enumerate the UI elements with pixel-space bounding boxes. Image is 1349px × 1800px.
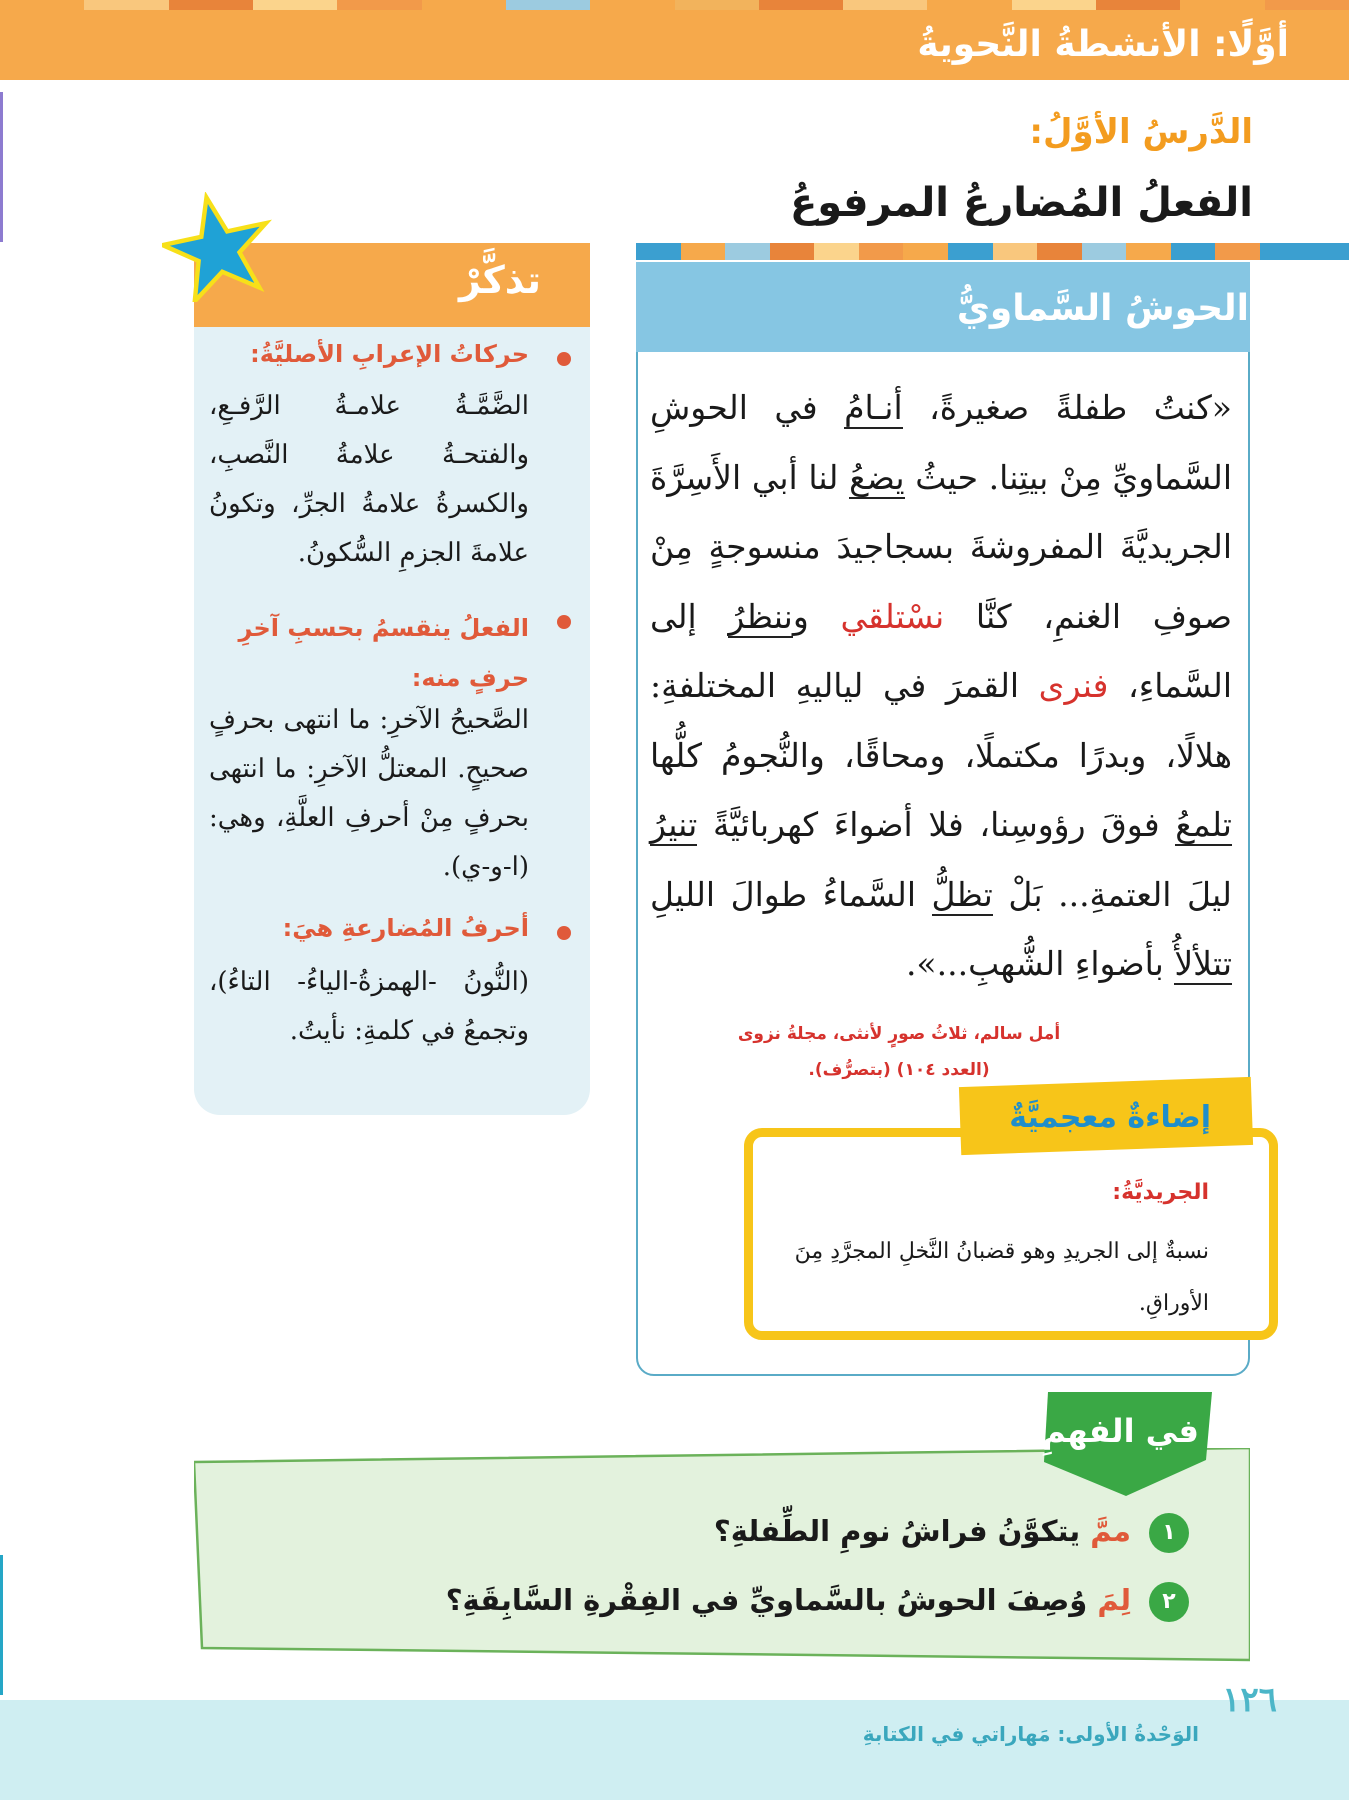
lesson-number: الدَّرسُ الأوَّلُ: bbox=[1029, 112, 1253, 152]
highlighted-verb: نسْتلقي bbox=[840, 596, 945, 636]
highlighted-verb: فنرى bbox=[1038, 666, 1109, 705]
lexicon-title: إضاءةٌ معجميَّةٌ bbox=[1009, 1100, 1211, 1135]
remember-heading: الفعلُ ينقسمُ بحسبِ آخرِ حرفٍ منه: bbox=[238, 614, 529, 692]
underlined-verb: ننظرُ bbox=[728, 596, 793, 636]
header-stripes bbox=[0, 0, 1349, 10]
header-title: أوَّلًا: الأنشطةُ النَّحويةُ bbox=[917, 24, 1289, 65]
page-number: ١٢٦ bbox=[1222, 1680, 1277, 1720]
remember-heading: حركاتُ الإعرابِ الأصليَّةُ: bbox=[250, 340, 529, 368]
edge-marker bbox=[0, 92, 3, 242]
remember-text: (النُّونُ -الهمزةُ-الياءُ- التاءُ)، وتجمعُ في كلمةِ: نأيتُ. bbox=[209, 967, 529, 1046]
comprehension-title: في الفهمِ bbox=[1042, 1412, 1199, 1450]
remember-text: الضَّمَّـةُ علامـةُ الرَّفـعِ، والفتحـةُ علامةُ النَّصبِ، والكسرةُ علامةُ الجرِّ، وتكونُ علامةَ الجزمِ السُّكونُ. bbox=[209, 391, 529, 568]
story-source: أمل سالم، ثلاثُ صورٍ لأنثى، مجلةُ نزوى (العدد ١٠٤) (بتصرُّف). bbox=[737, 1024, 1061, 1080]
bullet-icon bbox=[557, 615, 571, 629]
story-title: الحوشُ السَّماويُّ bbox=[956, 288, 1249, 329]
underlined-verb: يضعُ bbox=[849, 457, 905, 497]
page-footer bbox=[0, 1700, 1349, 1800]
question-text: ممَّ يتكوَّنُ فراشُ نومِ الطِّفلةِ؟ bbox=[713, 1514, 1131, 1548]
question-number: ٢ bbox=[1149, 1582, 1189, 1622]
underlined-verb: تنيرُ bbox=[650, 805, 698, 844]
edge-marker bbox=[0, 1555, 3, 1695]
bullet-icon bbox=[557, 926, 571, 940]
story-stripes bbox=[636, 243, 1349, 260]
remember-title: تذكَّرْ bbox=[459, 258, 541, 302]
question-number: ١ bbox=[1149, 1513, 1189, 1553]
remember-heading: أحرفُ المُضارعةِ هيَ: bbox=[282, 914, 529, 942]
lesson-title: الفعلُ المُضارعُ المرفوعُ bbox=[789, 180, 1253, 226]
remember-text: الصَّحيحُ الآخرِ: ما انتهى بحرفٍ صحيحٍ. المعتلُّ الآخرِ: ما انتهى بحرفٍ مِنْ أحرفِ العلَّةِ، وهي: (ا-و-ي). bbox=[209, 705, 529, 882]
bullet-icon bbox=[557, 352, 571, 366]
unit-title: الوَحْدةُ الأولى: مَهاراتي في الكتابةِ bbox=[862, 1722, 1199, 1746]
lexicon-definition: نسبةٌ إلى الجريدِ وهو قضبانُ النَّخلِ المجرَّدِ مِنَ الأوراقِ. bbox=[794, 1239, 1209, 1316]
underlined-verb: تظلُّ bbox=[931, 874, 993, 914]
star-icon bbox=[162, 192, 272, 302]
story-text: «كنتُ طفلةً صغيرةً، أنـامُ في الحوشِ السَّماويِّ مِنْ بيتِنا. حيثُ يضعُ لنا أبي الأَسِرَّةَ الجريديَّةَ المفروشةَ بسجاجيدَ منسوجةٍ مِنْ صوفِ الغنمِ، كنَّا نسْتلقي وننظرُ إلى السَّماءِ، فنرى القمرَ في لياليهِ المختلفةِ: هلالًا، وبدرًا مكتملًا، ومحاقًا، والنُّجومُ كلُّها تلمعُ فوقَ رؤوسِنا، فلا أضواءَ كهربائيَّةً تنيرُ ليلَ العتمةِ... بَلْ تظلُّ السَّماءُ طوالَ الليلِ تتلألأُ بأضواءِ الشُّهبِ...». bbox=[650, 388, 1232, 983]
lexicon-term: الجريديَّةُ: bbox=[1112, 1180, 1209, 1205]
underlined-verb: أنـامُ bbox=[844, 388, 903, 427]
question-text: لِمَ وُصِفَ الحوشُ بالسَّماويِّ في الفِقْرةِ السَّابِقَةِ؟ bbox=[445, 1583, 1131, 1617]
underlined-verb: تلمعُ bbox=[1175, 805, 1232, 844]
underlined-verb: تتلألأُ bbox=[1174, 944, 1232, 983]
